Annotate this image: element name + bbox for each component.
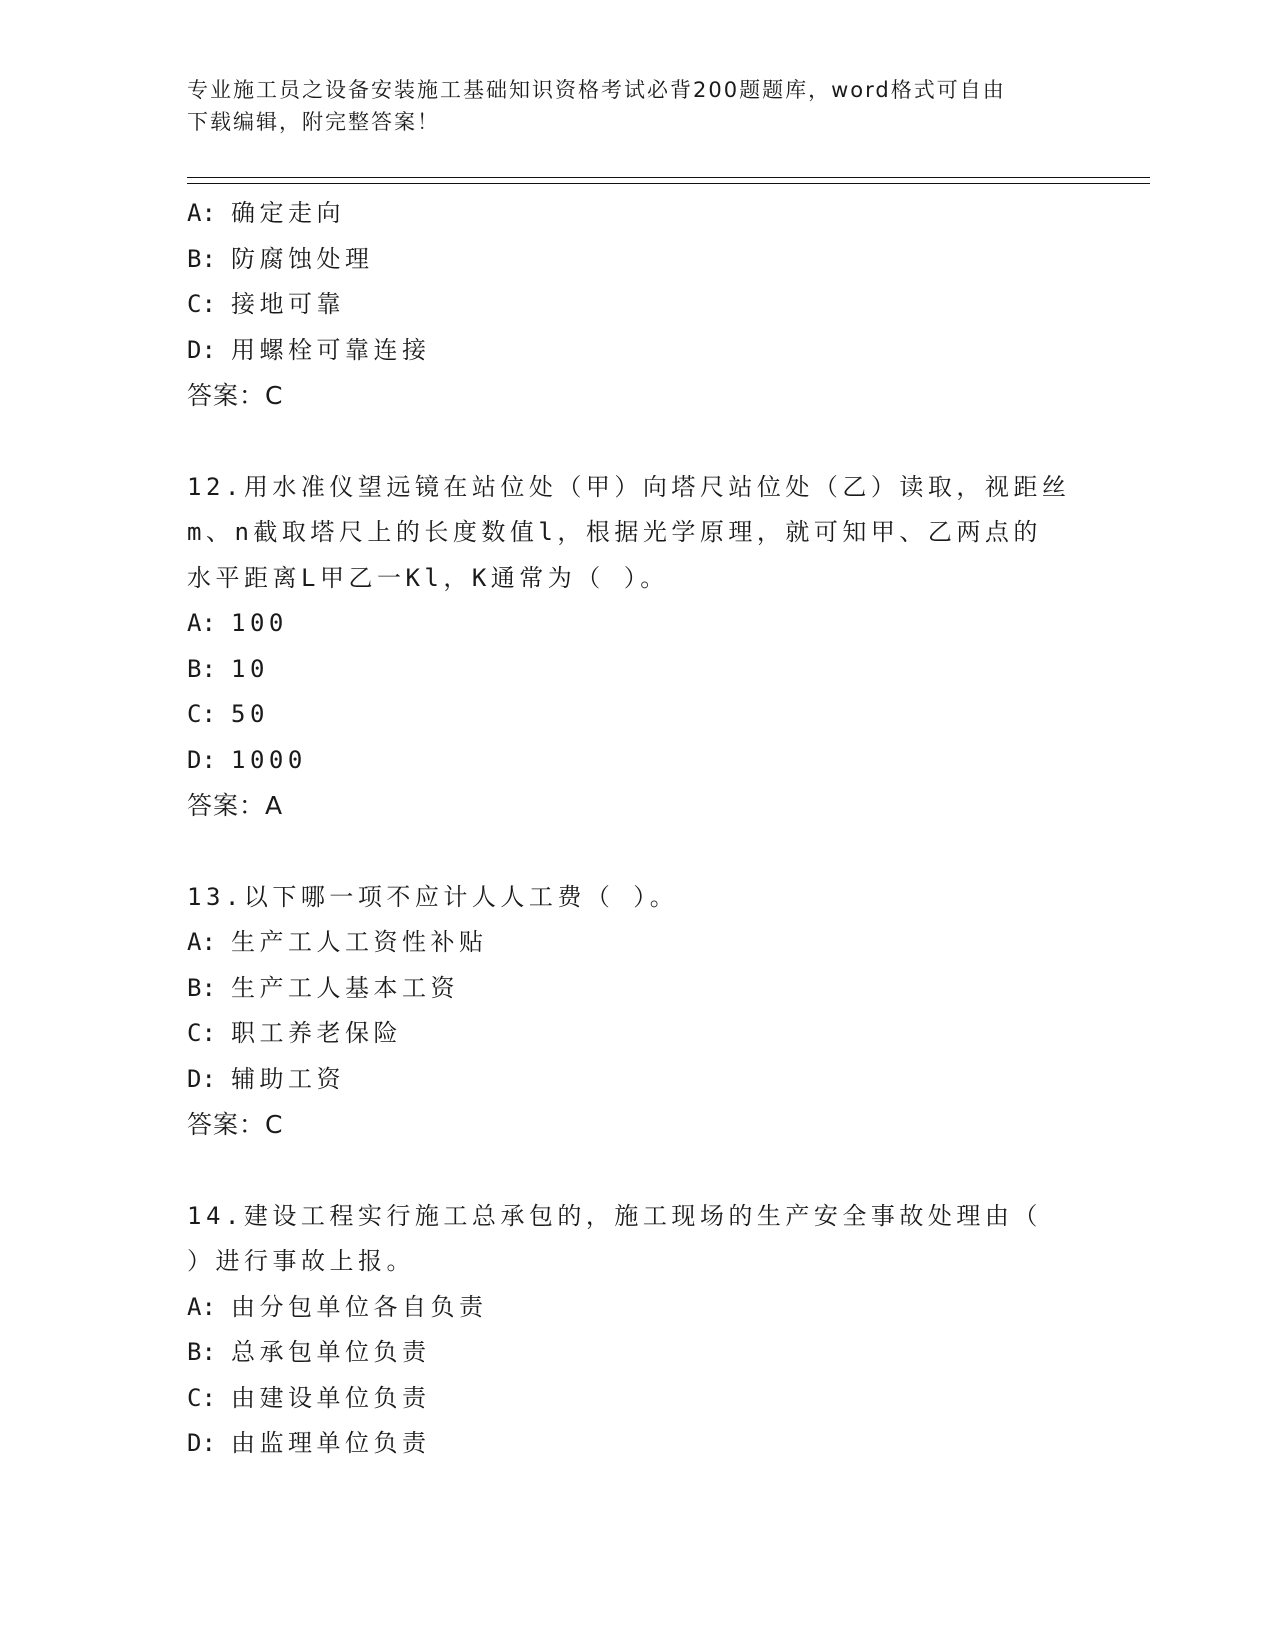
option-c: C: 职工养老保险 <box>187 1019 402 1047</box>
question-text-line: ）进行事故上报。 <box>187 1247 415 1275</box>
option-c: C: 由建设单位负责 <box>187 1383 431 1412</box>
document-header <box>187 74 1067 138</box>
option-b: B: 10 <box>187 654 269 683</box>
question-text-line: 12.用水准仪望远镜在站位处（甲）向塔尺站位处（乙）读取，视距丝 <box>187 472 1071 501</box>
option-b: B: 防腐蚀处理 <box>187 244 374 273</box>
option-c: C: 接地可靠 <box>187 290 345 318</box>
question-text-line: m、n截取塔尺上的长度数值l，根据光学原理，就可知甲、乙两点的 <box>187 518 1042 546</box>
option-c: C: 50 <box>187 700 269 728</box>
option-d: D: 辅助工资 <box>187 1064 345 1093</box>
option-a: A: 生产工人工资性补贴 <box>187 928 488 956</box>
option-b: B: 总承包单位负责 <box>187 1338 431 1366</box>
answer-line: 答案：A <box>187 791 284 820</box>
spacer <box>187 829 1087 875</box>
option-a: A: 确定走向 <box>187 199 345 227</box>
header-divider <box>187 177 1150 184</box>
question-text-line: 13.以下哪一项不应计人人工费（ ）。 <box>187 882 679 911</box>
option-d: D: 1000 <box>187 745 307 774</box>
question-text-line: 14.建设工程实行施工总承包的，施工现场的生产安全事故处理由（ <box>187 1201 1042 1230</box>
option-a: A: 由分包单位各自负责 <box>187 1292 488 1321</box>
answer-line: 答案：C <box>187 381 284 410</box>
question-list <box>187 191 1087 1467</box>
question-block-12 <box>187 465 1087 829</box>
option-b: B: 生产工人基本工资 <box>187 973 459 1002</box>
question-block-11 <box>187 191 1087 419</box>
option-d: D: 由监理单位负责 <box>187 1429 431 1457</box>
question-block-13 <box>187 875 1087 1148</box>
question-block-14 <box>187 1194 1087 1467</box>
question-text-line: 水平距离L甲乙一Kl，K通常为（ ）。 <box>187 563 669 592</box>
header-line-1: 专业施工员之设备安装施工基础知识资格考试必背200题题库，word格式可自由 <box>187 78 1006 102</box>
header-line-2: 下载编辑，附完整答案！ <box>187 110 440 134</box>
spacer <box>187 419 1087 465</box>
spacer <box>187 1148 1087 1194</box>
answer-line: 答案：C <box>187 1110 284 1139</box>
option-a: A: 100 <box>187 609 288 637</box>
option-d: D: 用螺栓可靠连接 <box>187 335 431 364</box>
